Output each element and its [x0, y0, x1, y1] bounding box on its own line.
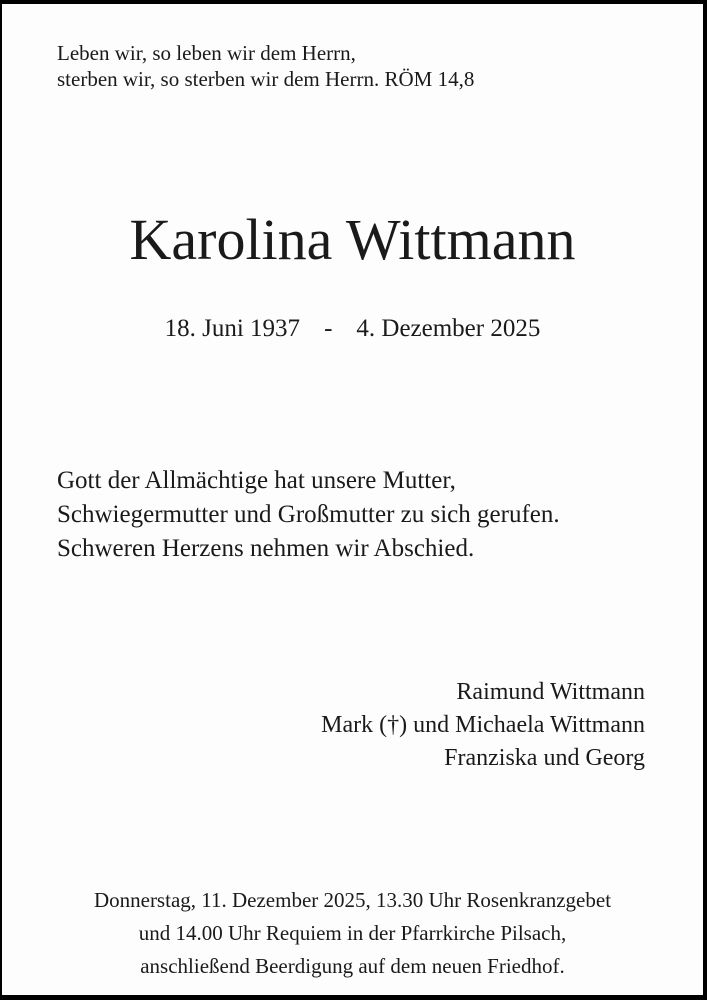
service-details: [2, 884, 703, 983]
birth-date: 18. Juni 1937: [164, 315, 301, 342]
mourner-name: Mark (†) und Michaela Wittmann: [321, 712, 645, 738]
scripture-line-1: Leben wir, so leben wir dem Herrn,: [57, 41, 356, 65]
service-line-3: anschließend Beerdigung auf dem neuen Friedhof.: [140, 954, 565, 978]
life-dates: [2, 314, 703, 344]
mourners-list: [321, 676, 645, 775]
deceased-name: Karolina Wittmann: [129, 207, 576, 272]
death-date: 4. Dezember 2025: [356, 315, 541, 342]
announcement-line-2: Schwiegermutter und Großmutter zu sich gerufen.: [57, 501, 560, 528]
mourner-name: Raimund Wittmann: [456, 679, 645, 705]
announcement-text: [57, 464, 560, 566]
mourner-name: Franziska und Georg: [444, 745, 645, 771]
date-separator: -: [324, 315, 333, 342]
announcement-line-3: Schweren Herzens nehmen wir Abschied.: [57, 535, 475, 562]
announcement-line-1: Gott der Allmächtige hat unsere Mutter,: [57, 467, 456, 494]
service-line-2: und 14.00 Uhr Requiem in der Pfarrkirche Pilsach,: [138, 921, 567, 945]
service-line-1: Donnerstag, 11. Dezember 2025, 13.30 Uhr Rosenkranzgebet: [93, 888, 612, 912]
scripture-line-2: sterben wir, so sterben wir dem Herrn. RÖM 14,8: [57, 67, 475, 91]
scripture-quote: [57, 40, 474, 92]
